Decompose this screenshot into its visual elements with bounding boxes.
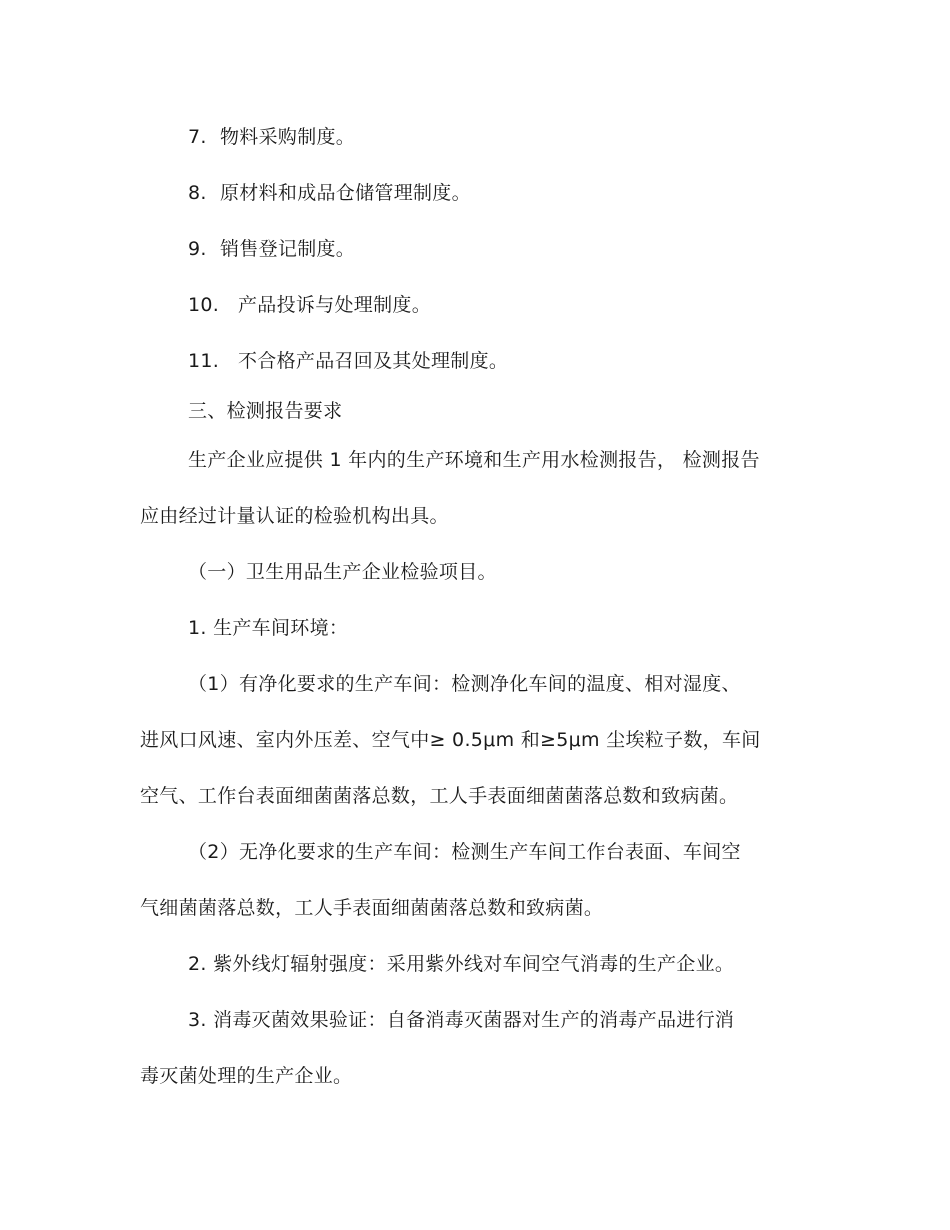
paragraph-line: （2）无净化要求的生产车间：检测生产车间工作台表面、车间空 <box>188 841 741 863</box>
list-item <box>188 348 508 374</box>
list-item: 2. 紫外线灯辐射强度：采用紫外线对车间空气消毒的生产企业。 <box>188 953 735 975</box>
subheading: （一）卫生用品生产企业检验项目。 <box>188 561 497 583</box>
list-item <box>188 180 471 206</box>
item-number: 8. <box>188 182 207 204</box>
section-heading: 三、检测报告要求 <box>188 400 343 422</box>
paragraph-line: 3. 消毒灭菌效果验证：自备消毒灭菌器对生产的消毒产品进行消 <box>188 1009 735 1031</box>
paragraph-line: 生产企业应提供 1 年内的生产环境和生产用水检测报告， 检测报告 <box>188 449 760 471</box>
item-text: 原材料和成品仓储管理制度。 <box>220 182 471 204</box>
item-number: 7. <box>188 126 207 148</box>
paragraph-line: 毒灭菌处理的生产企业。 <box>140 1065 353 1087</box>
item-text: 不合格产品召回及其处理制度。 <box>238 350 509 372</box>
list-item <box>188 292 431 318</box>
paragraph-line: 进风口风速、室内外压差、空气中≥ 0.5μm 和≥5μm 尘埃粒子数，车间 <box>140 729 761 751</box>
paragraph-line: （1）有净化要求的生产车间：检测净化车间的温度、相对湿度、 <box>188 673 741 695</box>
item-number: 11. <box>188 350 220 372</box>
list-item <box>188 124 355 150</box>
list-item: 1. 生产车间环境： <box>188 617 349 639</box>
item-text: 产品投诉与处理制度。 <box>238 294 432 316</box>
item-text: 销售登记制度。 <box>220 238 356 260</box>
paragraph-line: 空气、工作台表面细菌菌落总数，工人手表面细菌菌落总数和致病菌。 <box>140 785 739 807</box>
paragraph-line: 应由经过计量认证的检验机构出具。 <box>140 505 449 527</box>
list-item <box>188 236 355 262</box>
item-number: 9. <box>188 238 207 260</box>
item-number: 10. <box>188 294 220 316</box>
item-text: 物料采购制度。 <box>220 126 356 148</box>
paragraph-line: 气细菌菌落总数，工人手表面细菌菌落总数和致病菌。 <box>140 897 604 919</box>
